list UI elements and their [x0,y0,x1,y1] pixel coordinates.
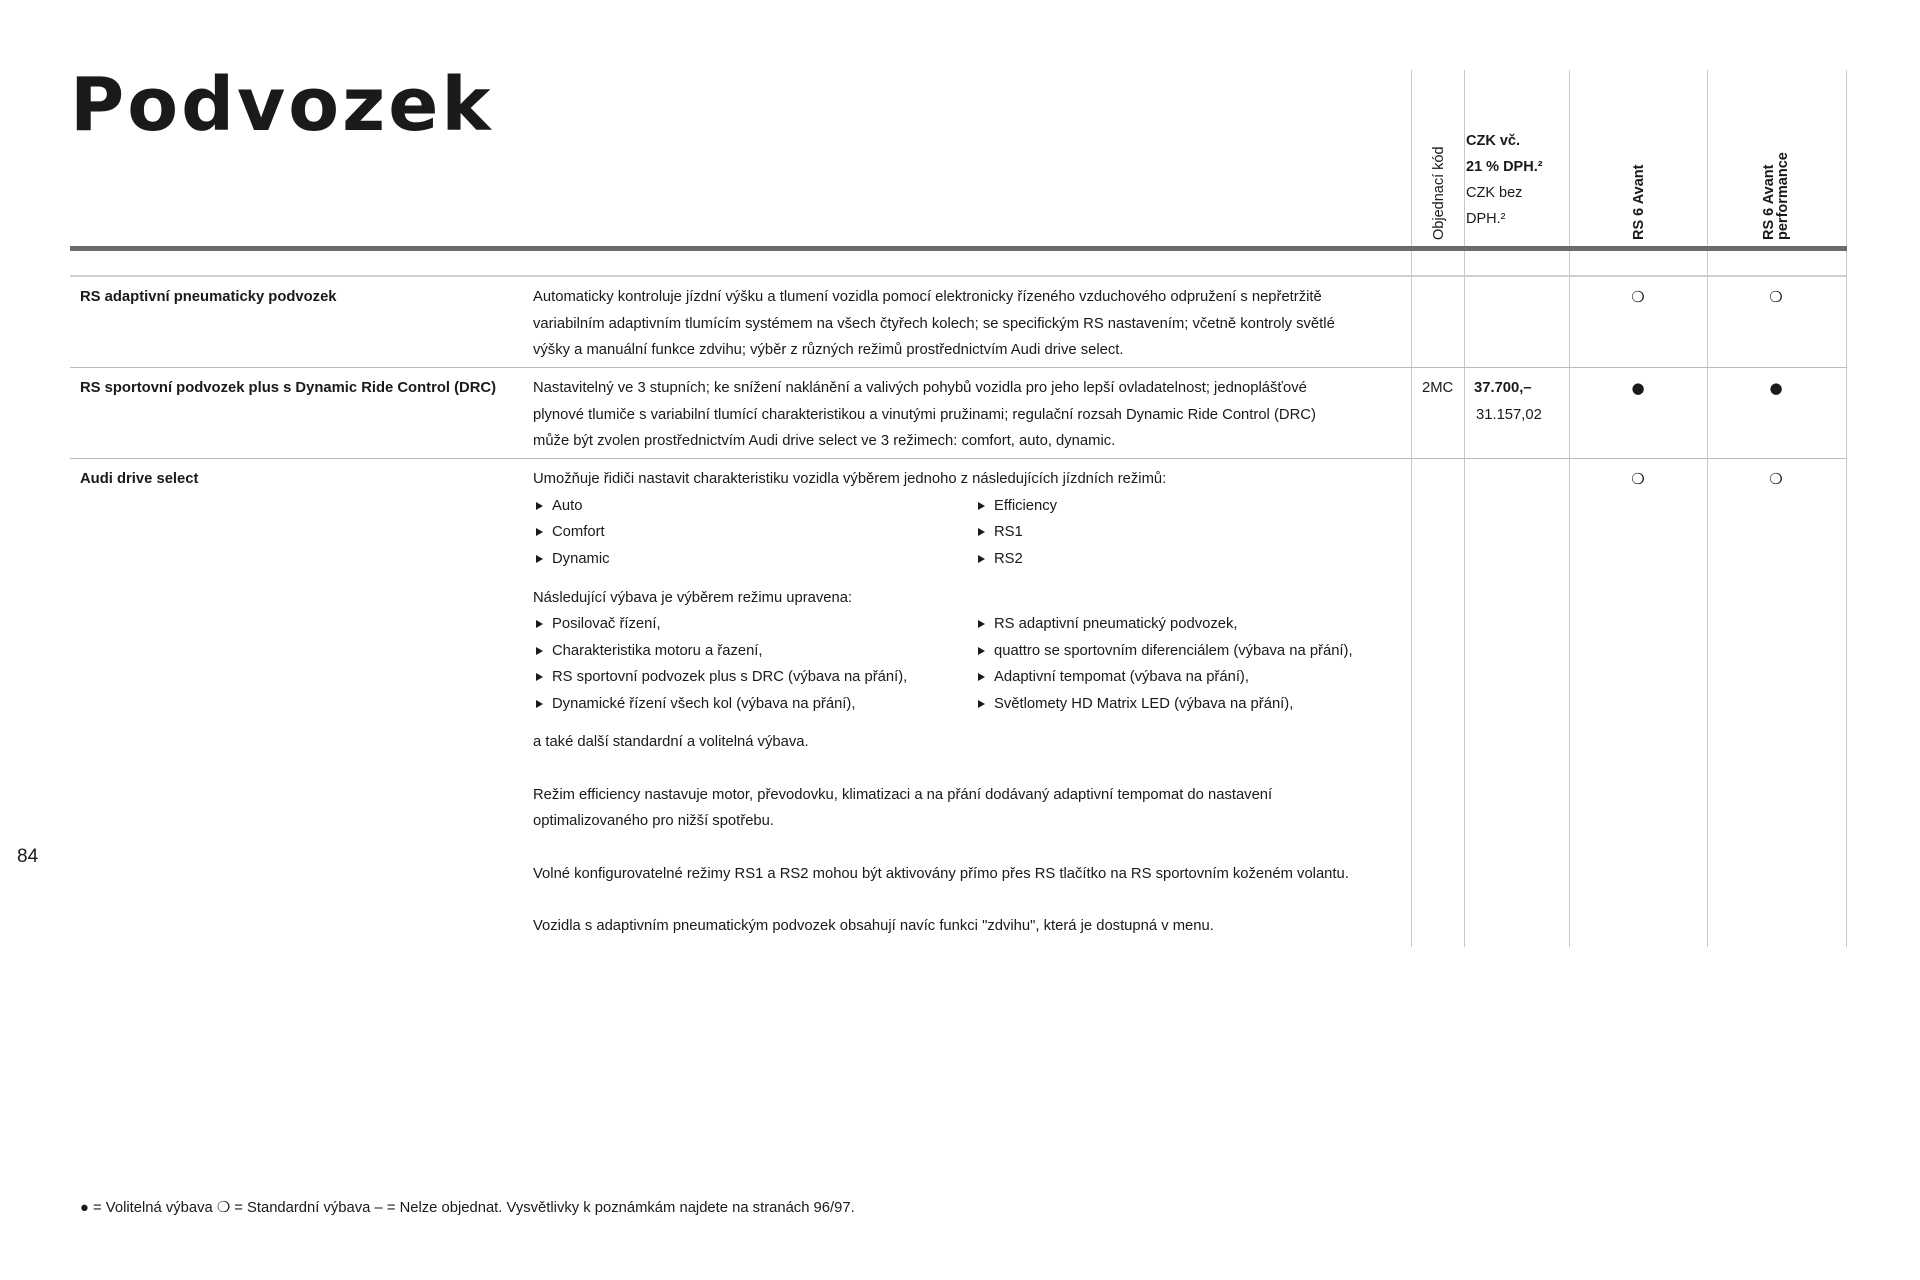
column-divider [1411,70,1412,947]
header-rule [70,246,1847,251]
optional-equipment-icon: ● [1631,379,1645,397]
standard-equipment-icon: ❍ [1769,470,1783,488]
standard-equipment-icon: ❍ [1631,470,1645,488]
header-order-code: Objednací kód [1431,146,1447,240]
list-item: Adaptivní tempomat (výbava na přání), [975,664,1353,691]
price-excl-vat: 31.157,02 [1476,406,1542,423]
table-top-rule [70,275,1847,277]
feature-name: RS sportovní podvozek plus s Dynamic Ride Control (DRC) [80,380,496,396]
feature-description: Umožňuje řidiči nastavit charakteristiku vozidla výběrem jednoho z následujících jízdních režimů: Auto Comfort Dynamic Efficiency RS1 RS2 Následující výbava je výběrem režimu upravena: Posilovač řízení, Charakteristika motoru a řazení, RS sportovní podvozek plus s DRC (výbava na přání), Dynamické řízení všech kol (výbava na přání), RS adaptivní pneumatický podvozek, quattro se sportovním diferenciálem (výbava na přání), Adaptivní tempomat (výbava na přání), Světlomety HD Matrix LED (výbava na přání), a také další standardní a volitelná výbava. Režim efficiency nastavuje motor, převodovku, klimatizaci a na přání dodávaný adaptivní tempomat do nastavení optimalizovaného pro nižší spotřebu. Volné konfigurovatelné režimy RS1 a RS2 mohou být aktivovány přímo přes RS tlačítko na RS sportovním koženém volantu. Vozidla s adaptivním pneumatickým podvozek obsahují navíc funkci "zdvihu", která je dostupná v menu. [533,466,1403,940]
header-rs6-avant: RS 6 Avant [1631,164,1647,240]
list-item: Charakteristika motoru a řazení, [533,638,907,665]
header-price: CZK vč. 21 % DPH.² CZK bez DPH.² [1466,133,1543,227]
price-incl-vat: 37.700,– [1474,380,1532,396]
list-item: RS2 [975,546,1057,573]
list-item: Efficiency [975,493,1057,520]
list-item: quattro se sportovním diferenciálem (výbava na přání), [975,638,1353,665]
list-item: RS1 [975,519,1057,546]
page-title: Podvozek [70,62,494,148]
column-divider [1464,70,1465,947]
list-item: RS sportovní podvozek plus s DRC (výbava na přání), [533,664,907,691]
standard-equipment-icon: ❍ [1769,288,1783,306]
feature-name: Audi drive select [80,471,199,487]
feature-description: Automaticky kontroluje jízdní výšku a tlumení vozidla pomocí elektronicky řízeného vzduchového odpružení s nepřetržitě variabilním adaptivním tlumícím systémem na všech čtyřech kolech; se specifickým RS nastavením; včetně kontroly světlé výšky a manuální funkce zdvihu; výběr z různých režimů prostřednictvím Audi drive select. [533,289,1335,358]
adjusted-equipment-list [533,611,1403,717]
column-divider [1569,70,1570,947]
order-code: 2MC [1422,380,1454,396]
list-item: Comfort [533,519,610,546]
list-item: Posilovač řízení, [533,611,907,638]
list-item: Dynamic [533,546,610,573]
page-number: 84 [17,846,39,867]
header-rs6-avant-performance: RS 6 Avant performance [1761,152,1791,240]
drive-modes-list [533,493,1403,573]
standard-equipment-icon: ❍ [1631,288,1645,306]
price [1466,375,1566,428]
feature-name: RS adaptivní pneumaticky podvozek [80,289,337,305]
optional-equipment-icon: ● [1769,379,1783,397]
column-divider [1707,70,1708,947]
column-divider [1846,70,1847,947]
legend-footnote: ● = Volitelná výbava ❍ = Standardní výbava – = Nelze objednat. Vysvětlivky k poznámkám najdete na stranách 96/97. [80,1200,855,1216]
row-divider [70,367,1847,368]
list-item: Světlomety HD Matrix LED (výbava na přání), [975,691,1353,718]
list-item: RS adaptivní pneumatický podvozek, [975,611,1353,638]
row-divider [70,458,1847,459]
feature-description: Nastavitelný ve 3 stupních; ke snížení naklánění a valivých pohybů vozidla pro jeho lepší ovladatelnost; jednoplášťové plynové tlumiče s variabilní tlumící charakteristikou a vinutými pružinami; regulační rozsah Dynamic Ride Control (DRC) může být zvolen prostřednictvím Audi drive select ve 3 režimech: comfort, auto, dynamic. [533,380,1316,449]
list-item: Dynamické řízení všech kol (výbava na přání), [533,691,907,718]
list-item: Auto [533,493,610,520]
